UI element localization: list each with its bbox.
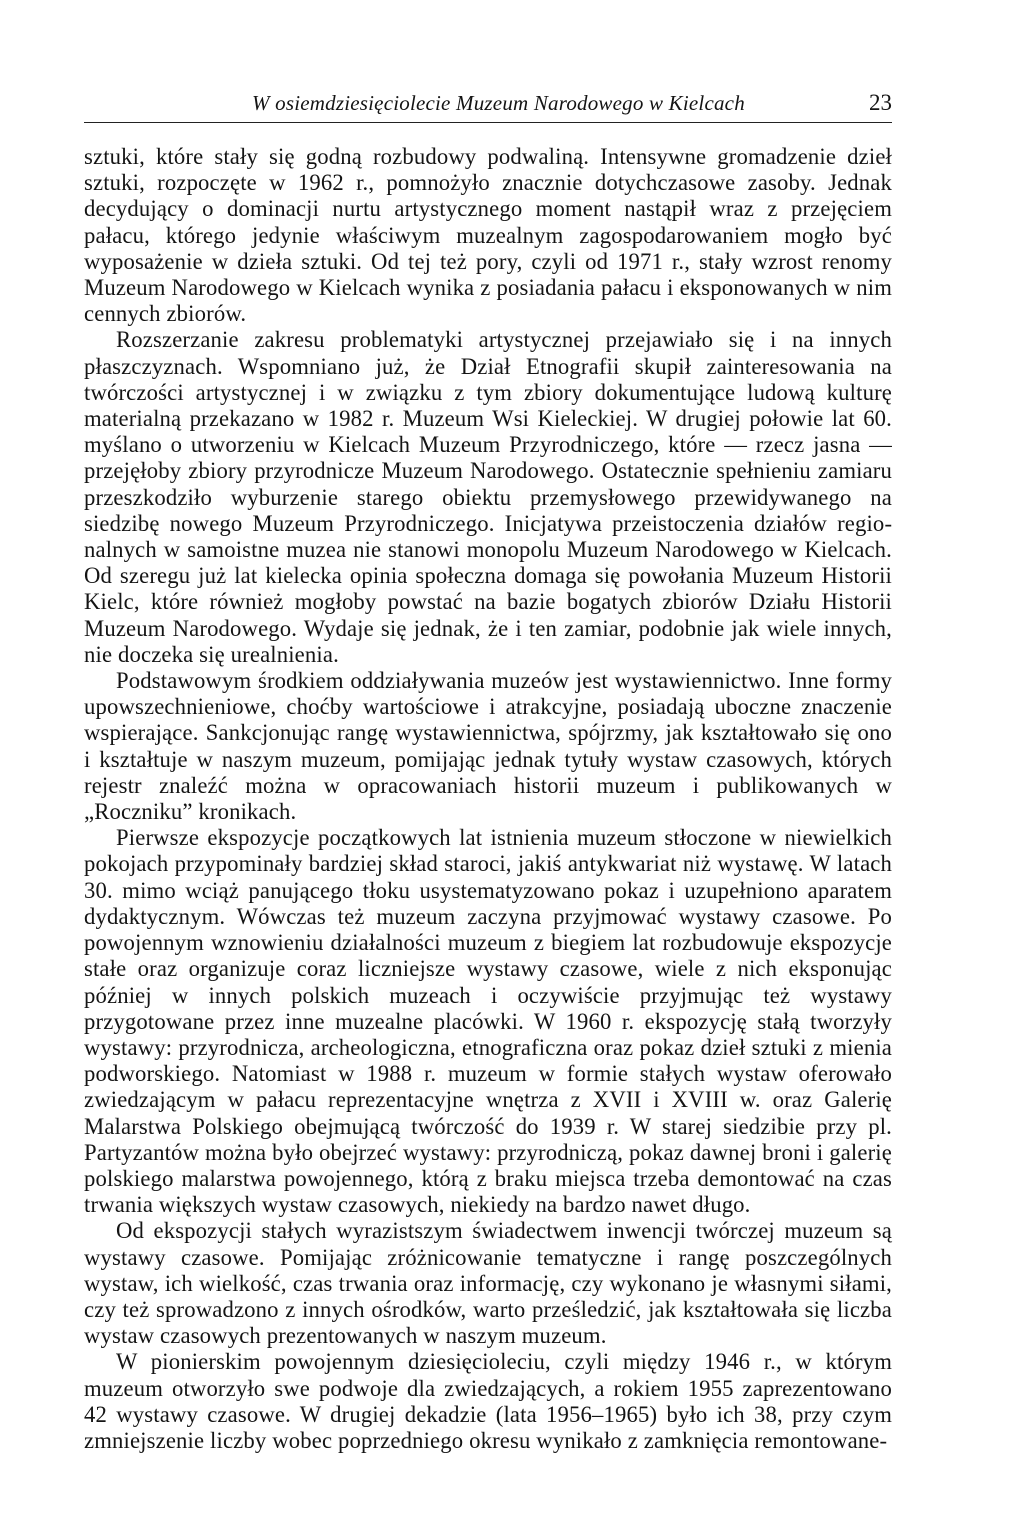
document-page [84,86,892,1486]
paragraph-3: Podstawowym środkiem oddziaływania muzeów jest wystawiennictwo. Inne formy upowszechnieniowe, choćby wartościowe i atrakcyjne, posiadają uboczne znaczenie wspierające. Sankcjonując rangę wystawiennictwa, spójrzmy, jak kształtowało się ono i kształtuje w naszym muzeum, pomijając jednak tytuły wystaw czasowych, których rejestr znaleźć można w opracowaniach historii muzeum i publikowanych w „Roczniku” kronikach. [84,668,892,825]
paragraph-5: Od ekspozycji stałych wyrazistszym świadectwem inwencji twórczej muzeum są wystawy czasowe. Pomijając zróżnicowanie tematyczne i rangę poszczególnych wystaw, ich wielkość, czas trwania oraz informację, czy wykonano je własnymi siłami, czy też sprowadzono z innych ośrodków, warto prześledzić, jak kształtowała się liczba wystaw czasowych prezentowanych w naszym muzeum. [84,1218,892,1349]
paragraph-6: W pionierskim powojennym dziesięcioleciu, czyli między 1946 r., w którym muzeum otworzyło swe podwoje dla zwiedzających, a rokiem 1955 zaprezentowano 42 wystawy czasowe. W drugiej dekadzie (lata 1956–1965) było ich 38, przy czym zmniejszenie liczby wobec poprzedniego okresu wynikało z zamknięcia remontowane- [84,1349,892,1453]
paragraph-2: Rozszerzanie zakresu problematyki artystycznej przejawiało się i na innych płaszczyznach. Wspomniano już, że Dział Etnografii skupił zainteresowania na twórczości artystycznej i w związku z tym zbiory dokumentujące ludową kulturę materialną przekazano w 1982 r. Muzeum Wsi Kieleckiej. W drugiej połowie lat 60. myślano o utworzeniu w Kielcach Muzeum Przyrodniczego, które — rzecz jasna — przejęłoby zbiory przyrodnicze Muzeum Narodowego. Ostatecznie spełnieniu zamiaru przeszkodziło wyburzenie starego obiektu przemysłowego przewidywanego na siedzibę nowego Muzeum Przyrodniczego. Inicjatywa przeistoczenia działów regionalnych w samoistne muzea nie stanowi monopolu Muzeum Narodowego w Kielcach. Od szeregu już lat kielecka opinia społeczna domaga się powołania Muzeum Historii Kielc, które również mogłoby powstać na bazie bogatych zbiorów Działu Historii Muzeum Narodowego. Wydaje się jednak, że i ten zamiar, podobnie jak wiele innych, nie doczeka się urealnienia. [84,327,892,667]
body-text [84,144,892,1454]
page-number: 23 [869,90,892,115]
paragraph-1: sztuki, które stały się godną rozbudowy podwaliną. Intensywne gromadzenie dzieł sztuki, rozpoczęte w 1962 r., pomnożyło znacznie dotychczasowe zasoby. Jednak decydujący o dominacji nurtu artystycznego moment nastąpił wraz z przejęciem pałacu, którego jedynie właściwym muzealnym zagospodarowaniem mogło być wyposażenie w dzieła sztuki. Od tej też pory, czyli od 1971 r., stały wzrost renomy Muzeum Narodowego w Kielcach wynika z posiadania pałacu i eksponowanych w nim cennych zbiorów. [84,144,892,327]
paragraph-4: Pierwsze ekspozycje początkowych lat istnienia muzeum stłoczone w niewielkich pokojach przypominały bardziej skład staroci, jakiś antykwariat niż wystawę. W latach 30. mimo wciąż panującego tłoku usystematyzowano pokaz i uzupełniono aparatem dydaktycznym. Wówczas też muzeum zaczyna przyjmować wystawy czasowe. Po powojennym wznowieniu działalności muzeum z biegiem lat rozbudowuje ekspozycje stałe oraz organizuje coraz liczniejsze wystawy czasowe, wiele z nich eksponując później w innych polskich muzeach i oczywiście przyjmując też wystawy przygotowane przez inne muzealne placówki. W 1960 r. ekspozycję stałą tworzyły wystawy: przyrodnicza, archeologiczna, etnograficzna oraz pokaz dzieł sztuki z mienia podworskiego. Natomiast w 1988 r. muzeum w formie stałych wystaw oferowało zwiedzającym w pałacu reprezentacyjne wnętrza z XVII i XVIII w. oraz Galerię Malarstwa Polskiego obejmującą twórczość do 1939 r. W starej siedzibie przy pl. Partyzantów można było obejrzeć wystawy: przyrodniczą, pokaz dawnej broni i galerię polskiego malarstwa powojennego, którą z braku miejsca trzeba demontować na czas trwania większych wystaw czasowych, niekiedy na bardzo nawet długo. [84,825,892,1218]
running-header [84,86,892,123]
running-title: W osiemdziesięciolecie Muzeum Narodowego w Kielcach [252,91,745,115]
